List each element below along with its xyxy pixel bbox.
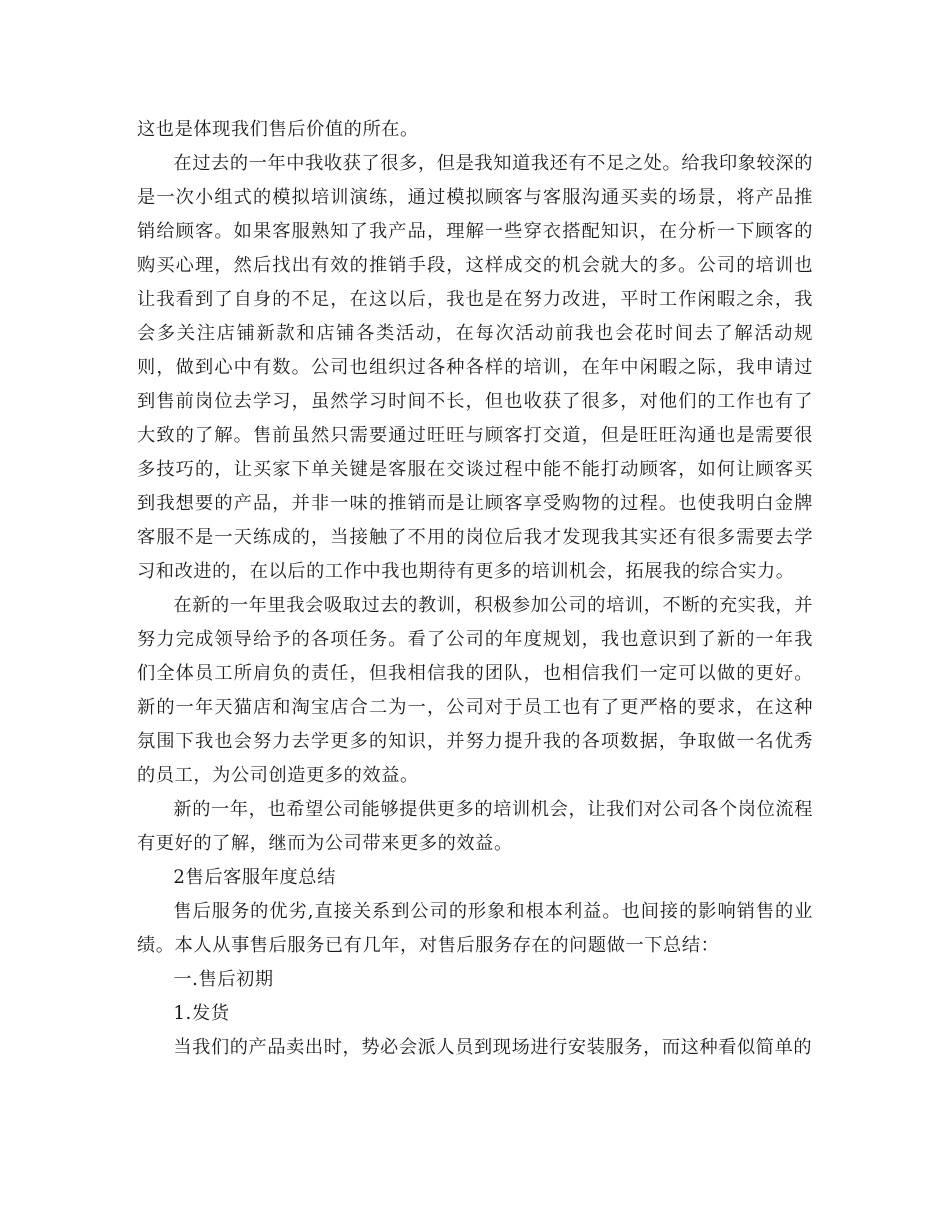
paragraph: 在过去的一年中我收获了很多，但是我知道我还有不足之处。给我印象较深的是一次小组式的模拟培训演练，通过模拟顾客与客服沟通买卖的场景，将产品推销给顾客。如果客服熟知了我产品，理解一些穿衣搭配知识，在分析一下顾客的购买心理，然后找出有效的推销手段，这样成交的机会就大的多。公司的培训也让我看到了自身的不足，在这以后，我也是在努力改进，平时工作闲暇之余，我会多关注店铺新款和店铺各类活动，在每次活动前我也会花时间去了解活动规则，做到心中有数。公司也组织过各种各样的培训，在年中闲暇之际，我申请过到售前岗位去学习，虽然学习时间不长，但也收获了很多，对他们的工作也有了大致的了解。售前虽然只需要通过旺旺与顾客打交道，但是旺旺沟通也是需要很多技巧的，让买家下单关键是客服在交谈过程中能不能打动顾客，如何让顾客买到我想要的产品，并非一味的推销而是让顾客享受购物的过程。也使我明白金牌客服不是一天练成的，当接触了不用的岗位后我才发现我其实还有很多需要去学习和改进的，在以后的工作中我也期待有更多的培训机会，拓展我的综合实力。 [137, 153, 813, 582]
paragraph: 在新的一年里我会吸取过去的教训，积极参加公司的培训，不断的充实我，并努力完成领导给予的各项任务。看了公司的年度规划，我也意识到了新的一年我们全体员工所肩负的责任，但我相信我的团队，也相信我们一定可以做的更好。新的一年天猫店和淘宝店合二为一，公司对于员工也有了更严格的要求，在这种氛围下我也会努力去学更多的知识，并努力提升我的各项数据，争取做一名优秀的员工，为公司创造更多的效益。 [137, 595, 813, 786]
paragraph: 售后服务的优劣,直接关系到公司的形象和根本利益。也间接的影响销售的业绩。本人从事售后服务已有几年，对售后服务存在的问题做一下总结： [137, 901, 813, 956]
section-heading: 2售后客服年度总结 [173, 867, 336, 888]
paragraph: 当我们的产品卖出时，势必会派人员到现场进行安装服务，而这种看似简单的 [173, 1037, 813, 1058]
paragraph: 新的一年，也希望公司能够提供更多的培训机会，让我们对公司各个岗位流程有更好的了解，继而为公司带来更多的效益。 [137, 799, 813, 854]
paragraph: 这也是体现我们售后价值的所在。 [137, 119, 419, 140]
document-body [137, 113, 813, 1065]
subsection-heading: 一.售后初期 [173, 969, 274, 990]
list-item-heading: 1.发货 [173, 1003, 230, 1024]
